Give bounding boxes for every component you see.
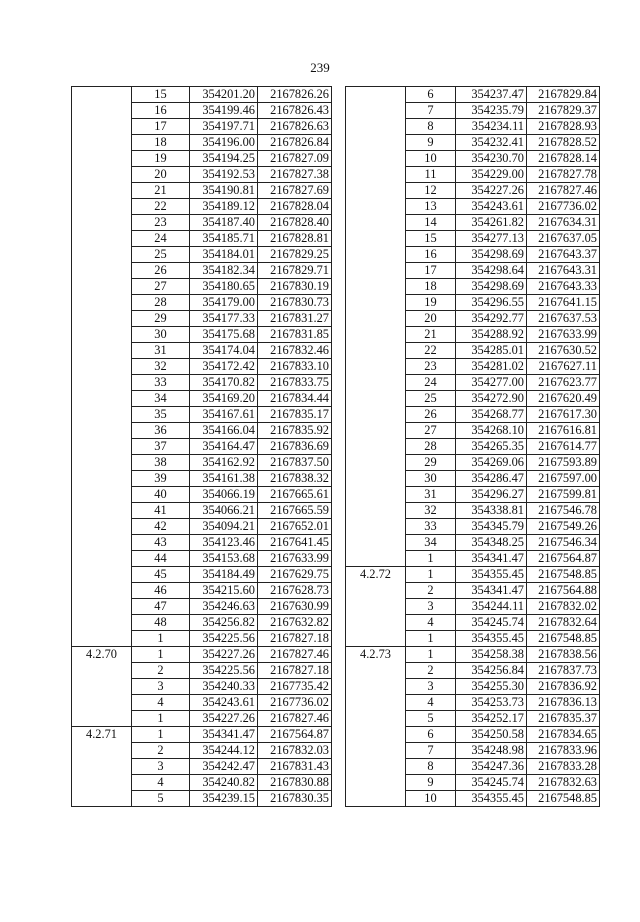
y-coordinate: 2167546.78 <box>527 503 600 519</box>
y-coordinate: 2167548.85 <box>527 567 600 583</box>
y-coordinate: 2167634.31 <box>527 215 600 231</box>
x-coordinate: 354166.04 <box>190 423 258 439</box>
y-coordinate: 2167827.46 <box>258 711 332 727</box>
y-coordinate: 2167826.43 <box>258 103 332 119</box>
point-number: 1 <box>132 711 190 727</box>
y-coordinate: 2167829.71 <box>258 263 332 279</box>
x-coordinate: 354169.20 <box>190 391 258 407</box>
point-number: 33 <box>132 375 190 391</box>
x-coordinate: 354298.69 <box>456 247 527 263</box>
point-number: 18 <box>132 135 190 151</box>
y-coordinate: 2167826.26 <box>258 87 332 103</box>
coordinates-table-left <box>71 86 332 807</box>
point-number: 16 <box>406 247 456 263</box>
point-number: 23 <box>132 215 190 231</box>
x-coordinate: 354174.04 <box>190 343 258 359</box>
x-coordinate: 354355.45 <box>456 567 527 583</box>
y-coordinate: 2167827.38 <box>258 167 332 183</box>
y-coordinate: 2167616.81 <box>527 423 600 439</box>
y-coordinate: 2167826.84 <box>258 135 332 151</box>
x-coordinate: 354197.71 <box>190 119 258 135</box>
x-coordinate: 354345.79 <box>456 519 527 535</box>
y-coordinate: 2167641.45 <box>258 535 332 551</box>
point-number: 22 <box>132 199 190 215</box>
y-coordinate: 2167628.73 <box>258 583 332 599</box>
point-number: 44 <box>132 551 190 567</box>
x-coordinate: 354161.38 <box>190 471 258 487</box>
y-coordinate: 2167828.04 <box>258 199 332 215</box>
x-coordinate: 354184.01 <box>190 247 258 263</box>
y-coordinate: 2167834.65 <box>527 727 600 743</box>
point-number: 29 <box>132 311 190 327</box>
x-coordinate: 354243.61 <box>456 199 527 215</box>
point-number: 47 <box>132 599 190 615</box>
x-coordinate: 354288.92 <box>456 327 527 343</box>
x-coordinate: 354255.30 <box>456 679 527 695</box>
x-coordinate: 354341.47 <box>456 583 527 599</box>
y-coordinate: 2167633.99 <box>527 327 600 343</box>
point-number: 3 <box>406 599 456 615</box>
x-coordinate: 354292.77 <box>456 311 527 327</box>
x-coordinate: 354123.46 <box>190 535 258 551</box>
table-row <box>72 727 332 743</box>
point-number: 43 <box>132 535 190 551</box>
y-coordinate: 2167832.64 <box>527 615 600 631</box>
y-coordinate: 2167632.82 <box>258 615 332 631</box>
y-coordinate: 2167564.88 <box>527 583 600 599</box>
y-coordinate: 2167827.69 <box>258 183 332 199</box>
y-coordinate: 2167627.11 <box>527 359 600 375</box>
y-coordinate: 2167835.37 <box>527 711 600 727</box>
point-number: 14 <box>406 215 456 231</box>
y-coordinate: 2167665.61 <box>258 487 332 503</box>
x-coordinate: 354242.47 <box>190 759 258 775</box>
y-coordinate: 2167827.18 <box>258 663 332 679</box>
table-row <box>346 87 600 103</box>
x-coordinate: 354258.38 <box>456 647 527 663</box>
point-number: 11 <box>406 167 456 183</box>
x-coordinate: 354277.13 <box>456 231 527 247</box>
page-number: 239 <box>310 60 330 75</box>
x-coordinate: 354338.81 <box>456 503 527 519</box>
point-number: 13 <box>406 199 456 215</box>
x-coordinate: 354261.82 <box>456 215 527 231</box>
y-coordinate: 2167643.31 <box>527 263 600 279</box>
y-coordinate: 2167830.19 <box>258 279 332 295</box>
x-coordinate: 354256.82 <box>190 615 258 631</box>
x-coordinate: 354268.10 <box>456 423 527 439</box>
y-coordinate: 2167836.92 <box>527 679 600 695</box>
point-number: 31 <box>132 343 190 359</box>
point-number: 2 <box>406 583 456 599</box>
point-number: 23 <box>406 359 456 375</box>
point-number: 4 <box>132 775 190 791</box>
y-coordinate: 2167617.30 <box>527 407 600 423</box>
point-number: 34 <box>132 391 190 407</box>
x-coordinate: 354162.92 <box>190 455 258 471</box>
y-coordinate: 2167564.87 <box>527 551 600 567</box>
y-coordinate: 2167833.75 <box>258 375 332 391</box>
point-number: 30 <box>132 327 190 343</box>
point-number: 10 <box>406 151 456 167</box>
point-number: 25 <box>132 247 190 263</box>
point-number: 45 <box>132 567 190 583</box>
point-number: 20 <box>132 167 190 183</box>
point-number: 1 <box>132 727 190 743</box>
point-number: 8 <box>406 759 456 775</box>
y-coordinate: 2167833.10 <box>258 359 332 375</box>
x-coordinate: 354244.12 <box>190 743 258 759</box>
y-coordinate: 2167623.77 <box>527 375 600 391</box>
point-number: 24 <box>132 231 190 247</box>
y-coordinate: 2167828.40 <box>258 215 332 231</box>
point-number: 1 <box>132 631 190 647</box>
x-coordinate: 354196.00 <box>190 135 258 151</box>
y-coordinate: 2167828.81 <box>258 231 332 247</box>
point-number: 21 <box>132 183 190 199</box>
y-coordinate: 2167833.96 <box>527 743 600 759</box>
x-coordinate: 354235.79 <box>456 103 527 119</box>
point-number: 22 <box>406 343 456 359</box>
point-number: 36 <box>132 423 190 439</box>
section-number <box>346 87 406 567</box>
point-number: 40 <box>132 487 190 503</box>
y-coordinate: 2167831.43 <box>258 759 332 775</box>
point-number: 10 <box>406 791 456 807</box>
table-row <box>346 567 600 583</box>
x-coordinate: 354250.58 <box>456 727 527 743</box>
x-coordinate: 354341.47 <box>190 727 258 743</box>
x-coordinate: 354189.12 <box>190 199 258 215</box>
point-number: 5 <box>132 791 190 807</box>
point-number: 29 <box>406 455 456 471</box>
point-number: 3 <box>406 679 456 695</box>
y-coordinate: 2167546.34 <box>527 535 600 551</box>
x-coordinate: 354296.27 <box>456 487 527 503</box>
section-number: 4.2.72 <box>346 567 406 647</box>
point-number: 25 <box>406 391 456 407</box>
x-coordinate: 354298.64 <box>456 263 527 279</box>
point-number: 15 <box>132 87 190 103</box>
y-coordinate: 2167735.42 <box>258 679 332 695</box>
y-coordinate: 2167637.53 <box>527 311 600 327</box>
x-coordinate: 354232.41 <box>456 135 527 151</box>
x-coordinate: 354246.63 <box>190 599 258 615</box>
x-coordinate: 354296.55 <box>456 295 527 311</box>
point-number: 19 <box>132 151 190 167</box>
x-coordinate: 354239.15 <box>190 791 258 807</box>
y-coordinate: 2167836.13 <box>527 695 600 711</box>
y-coordinate: 2167630.99 <box>258 599 332 615</box>
x-coordinate: 354277.00 <box>456 375 527 391</box>
y-coordinate: 2167830.88 <box>258 775 332 791</box>
x-coordinate: 354164.47 <box>190 439 258 455</box>
y-coordinate: 2167827.18 <box>258 631 332 647</box>
point-number: 12 <box>406 183 456 199</box>
y-coordinate: 2167665.59 <box>258 503 332 519</box>
x-coordinate: 354153.68 <box>190 551 258 567</box>
point-number: 41 <box>132 503 190 519</box>
y-coordinate: 2167829.37 <box>527 103 600 119</box>
x-coordinate: 354355.45 <box>456 791 527 807</box>
point-number: 15 <box>406 231 456 247</box>
point-number: 28 <box>132 295 190 311</box>
point-number: 3 <box>132 679 190 695</box>
y-coordinate: 2167593.89 <box>527 455 600 471</box>
point-number: 21 <box>406 327 456 343</box>
y-coordinate: 2167836.69 <box>258 439 332 455</box>
y-coordinate: 2167838.56 <box>527 647 600 663</box>
point-number: 30 <box>406 471 456 487</box>
point-number: 46 <box>132 583 190 599</box>
x-coordinate: 354175.68 <box>190 327 258 343</box>
x-coordinate: 354190.81 <box>190 183 258 199</box>
x-coordinate: 354272.90 <box>456 391 527 407</box>
point-number: 2 <box>406 663 456 679</box>
point-number: 19 <box>406 295 456 311</box>
point-number: 7 <box>406 743 456 759</box>
point-number: 2 <box>132 663 190 679</box>
y-coordinate: 2167831.85 <box>258 327 332 343</box>
y-coordinate: 2167614.77 <box>527 439 600 455</box>
point-number: 16 <box>132 103 190 119</box>
y-coordinate: 2167637.05 <box>527 231 600 247</box>
point-number: 8 <box>406 119 456 135</box>
x-coordinate: 354187.40 <box>190 215 258 231</box>
section-number: 4.2.70 <box>72 647 132 727</box>
y-coordinate: 2167827.78 <box>527 167 600 183</box>
y-coordinate: 2167643.37 <box>527 247 600 263</box>
point-number: 1 <box>406 631 456 647</box>
y-coordinate: 2167643.33 <box>527 279 600 295</box>
point-number: 1 <box>406 647 456 663</box>
y-coordinate: 2167837.73 <box>527 663 600 679</box>
x-coordinate: 354243.61 <box>190 695 258 711</box>
point-number: 17 <box>132 119 190 135</box>
point-number: 32 <box>406 503 456 519</box>
x-coordinate: 354225.56 <box>190 663 258 679</box>
y-coordinate: 2167833.28 <box>527 759 600 775</box>
x-coordinate: 354265.35 <box>456 439 527 455</box>
section-number: 4.2.73 <box>346 647 406 807</box>
coordinates-table-right <box>345 86 600 807</box>
y-coordinate: 2167548.85 <box>527 791 600 807</box>
y-coordinate: 2167830.73 <box>258 295 332 311</box>
x-coordinate: 354182.34 <box>190 263 258 279</box>
x-coordinate: 354252.17 <box>456 711 527 727</box>
point-number: 26 <box>406 407 456 423</box>
point-number: 34 <box>406 535 456 551</box>
point-number: 37 <box>132 439 190 455</box>
x-coordinate: 354227.26 <box>456 183 527 199</box>
y-coordinate: 2167641.15 <box>527 295 600 311</box>
point-number: 1 <box>132 647 190 663</box>
x-coordinate: 354170.82 <box>190 375 258 391</box>
x-coordinate: 354244.11 <box>456 599 527 615</box>
point-number: 39 <box>132 471 190 487</box>
x-coordinate: 354172.42 <box>190 359 258 375</box>
point-number: 20 <box>406 311 456 327</box>
point-number: 18 <box>406 279 456 295</box>
y-coordinate: 2167597.00 <box>527 471 600 487</box>
y-coordinate: 2167652.01 <box>258 519 332 535</box>
point-number: 35 <box>132 407 190 423</box>
y-coordinate: 2167599.81 <box>527 487 600 503</box>
y-coordinate: 2167629.75 <box>258 567 332 583</box>
y-coordinate: 2167564.87 <box>258 727 332 743</box>
x-coordinate: 354245.74 <box>456 775 527 791</box>
x-coordinate: 354268.77 <box>456 407 527 423</box>
x-coordinate: 354245.74 <box>456 615 527 631</box>
x-coordinate: 354234.11 <box>456 119 527 135</box>
x-coordinate: 354180.65 <box>190 279 258 295</box>
table-row <box>72 87 332 103</box>
point-number: 33 <box>406 519 456 535</box>
x-coordinate: 354285.01 <box>456 343 527 359</box>
y-coordinate: 2167548.85 <box>527 631 600 647</box>
point-number: 6 <box>406 87 456 103</box>
y-coordinate: 2167736.02 <box>527 199 600 215</box>
point-number: 31 <box>406 487 456 503</box>
y-coordinate: 2167834.44 <box>258 391 332 407</box>
table-row <box>72 647 332 663</box>
point-number: 32 <box>132 359 190 375</box>
y-coordinate: 2167826.63 <box>258 119 332 135</box>
y-coordinate: 2167620.49 <box>527 391 600 407</box>
point-number: 24 <box>406 375 456 391</box>
x-coordinate: 354215.60 <box>190 583 258 599</box>
x-coordinate: 354240.82 <box>190 775 258 791</box>
y-coordinate: 2167827.46 <box>258 647 332 663</box>
section-number: 4.2.71 <box>72 727 132 807</box>
point-number: 26 <box>132 263 190 279</box>
x-coordinate: 354192.53 <box>190 167 258 183</box>
point-number: 27 <box>132 279 190 295</box>
x-coordinate: 354229.00 <box>456 167 527 183</box>
x-coordinate: 354201.20 <box>190 87 258 103</box>
point-number: 9 <box>406 135 456 151</box>
y-coordinate: 2167633.99 <box>258 551 332 567</box>
x-coordinate: 354237.47 <box>456 87 527 103</box>
x-coordinate: 354066.19 <box>190 487 258 503</box>
y-coordinate: 2167829.84 <box>527 87 600 103</box>
point-number: 4 <box>406 615 456 631</box>
point-number: 28 <box>406 439 456 455</box>
x-coordinate: 354247.36 <box>456 759 527 775</box>
point-number: 27 <box>406 423 456 439</box>
x-coordinate: 354286.47 <box>456 471 527 487</box>
y-coordinate: 2167832.63 <box>527 775 600 791</box>
x-coordinate: 354179.00 <box>190 295 258 311</box>
section-number <box>72 87 132 647</box>
point-number: 6 <box>406 727 456 743</box>
point-number: 9 <box>406 775 456 791</box>
y-coordinate: 2167835.17 <box>258 407 332 423</box>
y-coordinate: 2167828.93 <box>527 119 600 135</box>
y-coordinate: 2167835.92 <box>258 423 332 439</box>
y-coordinate: 2167736.02 <box>258 695 332 711</box>
y-coordinate: 2167830.35 <box>258 791 332 807</box>
y-coordinate: 2167549.26 <box>527 519 600 535</box>
point-number: 38 <box>132 455 190 471</box>
y-coordinate: 2167828.14 <box>527 151 600 167</box>
y-coordinate: 2167630.52 <box>527 343 600 359</box>
y-coordinate: 2167832.03 <box>258 743 332 759</box>
point-number: 48 <box>132 615 190 631</box>
x-coordinate: 354256.84 <box>456 663 527 679</box>
x-coordinate: 354167.61 <box>190 407 258 423</box>
x-coordinate: 354281.02 <box>456 359 527 375</box>
x-coordinate: 354194.25 <box>190 151 258 167</box>
x-coordinate: 354094.21 <box>190 519 258 535</box>
x-coordinate: 354225.56 <box>190 631 258 647</box>
point-number: 5 <box>406 711 456 727</box>
point-number: 3 <box>132 759 190 775</box>
point-number: 1 <box>406 567 456 583</box>
x-coordinate: 354269.06 <box>456 455 527 471</box>
x-coordinate: 354177.33 <box>190 311 258 327</box>
y-coordinate: 2167832.46 <box>258 343 332 359</box>
point-number: 7 <box>406 103 456 119</box>
x-coordinate: 354227.26 <box>190 647 258 663</box>
y-coordinate: 2167828.52 <box>527 135 600 151</box>
x-coordinate: 354227.26 <box>190 711 258 727</box>
x-coordinate: 354298.69 <box>456 279 527 295</box>
point-number: 4 <box>406 695 456 711</box>
y-coordinate: 2167832.02 <box>527 599 600 615</box>
x-coordinate: 354355.45 <box>456 631 527 647</box>
y-coordinate: 2167838.32 <box>258 471 332 487</box>
y-coordinate: 2167837.50 <box>258 455 332 471</box>
x-coordinate: 354240.33 <box>190 679 258 695</box>
x-coordinate: 354230.70 <box>456 151 527 167</box>
point-number: 4 <box>132 695 190 711</box>
x-coordinate: 354253.73 <box>456 695 527 711</box>
x-coordinate: 354184.49 <box>190 567 258 583</box>
x-coordinate: 354185.71 <box>190 231 258 247</box>
y-coordinate: 2167831.27 <box>258 311 332 327</box>
x-coordinate: 354066.21 <box>190 503 258 519</box>
x-coordinate: 354341.47 <box>456 551 527 567</box>
point-number: 2 <box>132 743 190 759</box>
point-number: 1 <box>406 551 456 567</box>
table-row <box>346 647 600 663</box>
x-coordinate: 354348.25 <box>456 535 527 551</box>
point-number: 17 <box>406 263 456 279</box>
x-coordinate: 354199.46 <box>190 103 258 119</box>
y-coordinate: 2167827.09 <box>258 151 332 167</box>
x-coordinate: 354248.98 <box>456 743 527 759</box>
y-coordinate: 2167829.25 <box>258 247 332 263</box>
y-coordinate: 2167827.46 <box>527 183 600 199</box>
point-number: 42 <box>132 519 190 535</box>
